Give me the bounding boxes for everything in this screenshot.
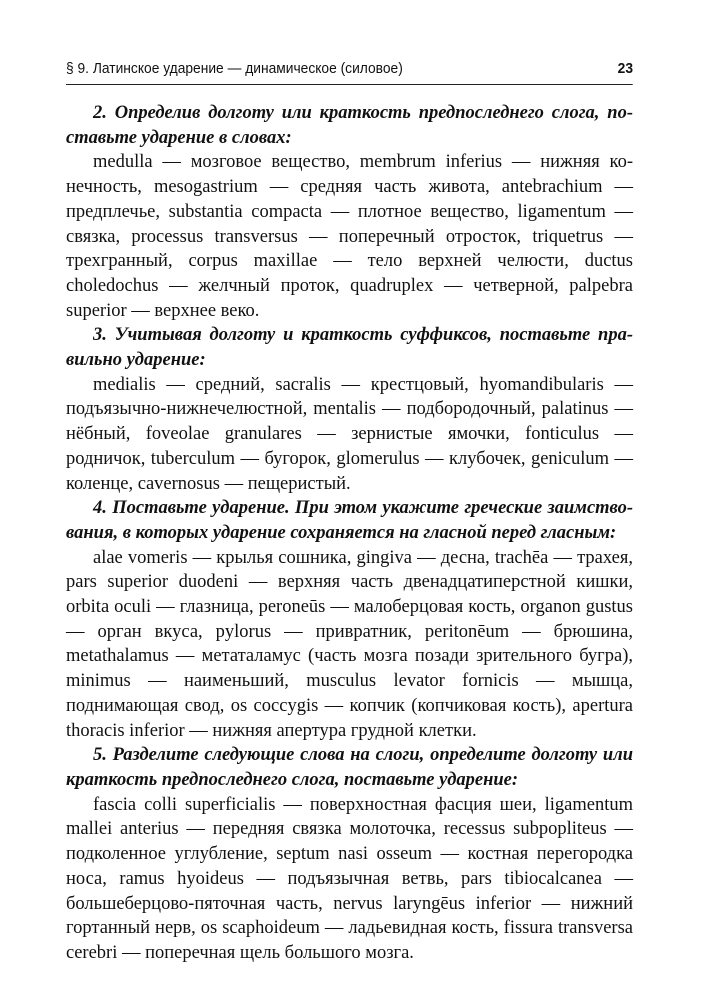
running-head bbox=[66, 60, 633, 85]
page-content bbox=[66, 101, 633, 966]
exercise-4-instruction: 4. Поставьте ударение. При этом укажите греческие заимствования, в которых ударение сохраняется на гласной перед гласным: bbox=[66, 498, 633, 543]
book-page bbox=[66, 60, 633, 966]
exercise-5-instruction: 5. Разделите следующие слова на слоги, определите долготу или краткость предпоследнего слога, поставьте ударение: bbox=[66, 745, 633, 790]
exercise-3-instruction: 3. Учитывая долготу и краткость суффиксов, поставьте правильно ударение: bbox=[66, 325, 633, 371]
exercise-3-terms: medialis — средний, sacralis — крестцовый, hyomandibularis — подъязычно-нижнечелюстной, mentalis — подбородочный, palatinus — нёбный, foveolae granulares — зернистые ямочки, fonticulus — родничок, tuberculum — бугорок, glomerulus — клубочек, geniculum — коленце, cavernosus — пещеристый. bbox=[66, 374, 633, 494]
exercise-5-terms: fascia colli superficialis — поверхностная фасция шеи, ligamentum mallei anterius — передняя связка молоточка, recessus subpopliteus — подколенное углубление, septum nasi osseum — костная перегородка носа, ramus hyoideus — подъязычная ветвь, pars tibiocalcanea — большеберцово-пяточная часть, nervus laryngēus inferior — нижний гортанный нерв, os scaphoideum — ладьевидная кость, fissura transversa cerebri — поперечная щель большого мозга. bbox=[66, 794, 633, 963]
exercise-2-terms: medulla — мозговое вещество, membrum inferius — нижняя конечность, mesogastrium — средняя часть живота, antebrachium — предплечье, substantia compacta — плотное вещество, ligamentum — связка, processus transversus — поперечный отросток, triquetrus — трехгранный, corpus maxillae — тело верхней челюсти, ductus choledochus — желчный проток, quadruplex — четверной, palpebra superior — верхнее веко. bbox=[66, 152, 633, 321]
running-head-title: § 9. Латинское ударение — динамическое (силовое) bbox=[66, 60, 403, 77]
exercise-2-instruction: 2. Определив долготу или краткость предпоследнего слога, поставьте ударение в словах: bbox=[66, 103, 633, 148]
exercise-4-terms: alae vomeris — крылья сошника, gingiva — десна, trachēa — трахея, pars superior duodeni — верхняя часть двенадцатиперстной кишки, orbita oculi — глазница, peroneūs — малоберцовая кость, organon gustus — орган вкуса, pylorus — привратник, peritonēum — брюшина, metathalamus — метаталамус (часть мозга позади зрительного бугра), minimus — наименьший, musculus levator fornicis — мышца, поднимающая свод, os coccygis — копчик (копчиковая кость), apertura thoracis inferior — нижняя апертура грудной клетки. bbox=[66, 547, 633, 741]
page-number: 23 bbox=[617, 60, 634, 77]
